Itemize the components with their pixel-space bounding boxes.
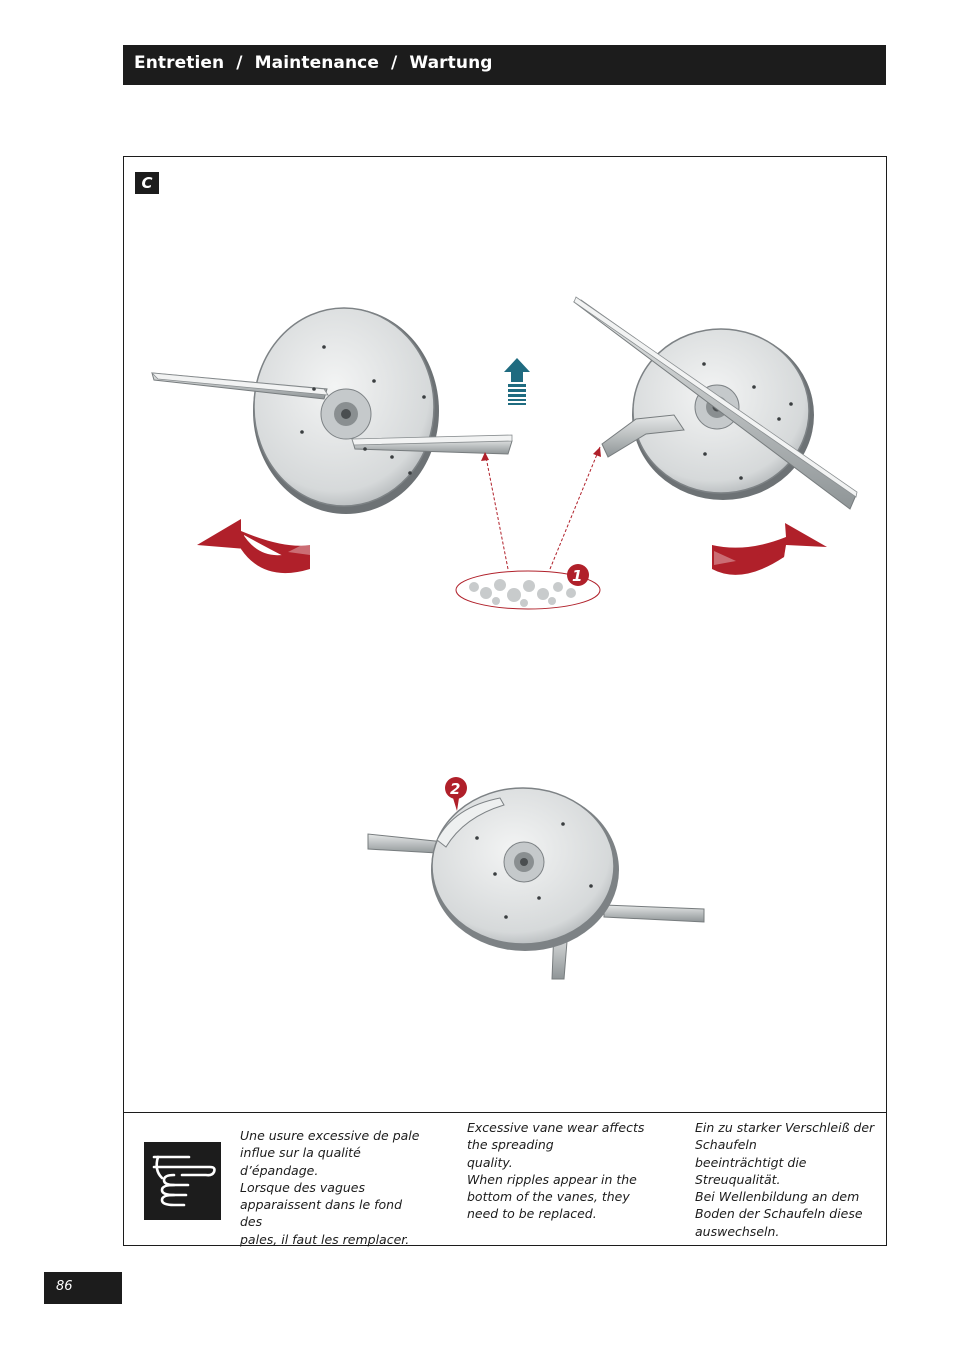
vane-wear-detail <box>456 564 600 609</box>
page-number: 86 <box>44 1272 122 1304</box>
page-title: Entretien / Maintenance / Wartung <box>134 53 493 73</box>
bottom-disc <box>368 777 704 979</box>
callout-2: 2 <box>450 780 461 798</box>
figure-frame <box>123 156 887 1246</box>
left-disc <box>152 308 512 514</box>
wear-indicator-lines <box>481 447 601 569</box>
note-text-de: Ein zu starker Verschleiß der Schaufeln beeinträchtigt die Streuqualität. Bei Wellenbildung an dem Boden der Schaufeln diese auswechseln. <box>695 1120 875 1239</box>
up-arrow-icon <box>504 358 530 405</box>
pointing-hand-icon <box>144 1142 221 1220</box>
spreader-disc-illustration <box>124 157 886 1112</box>
rotation-arrow-right-icon <box>712 523 827 575</box>
callout-1: 1 <box>572 567 583 585</box>
note-text-en: Excessive vane wear affects the spreading quality. When ripples appear in the bottom of the vanes, they need to be replaced. <box>467 1120 645 1222</box>
section-label: C <box>135 172 159 194</box>
note-divider <box>124 1112 886 1113</box>
rotation-arrow-left-icon <box>197 519 310 573</box>
note-text-fr: Une usure excessive de pale influe sur la qualité d’épandage. Lorsque des vagues apparaissent dans le fond des pales, il faut les remplacer. <box>240 1128 420 1247</box>
right-disc <box>574 297 857 509</box>
header-bar <box>123 45 886 85</box>
